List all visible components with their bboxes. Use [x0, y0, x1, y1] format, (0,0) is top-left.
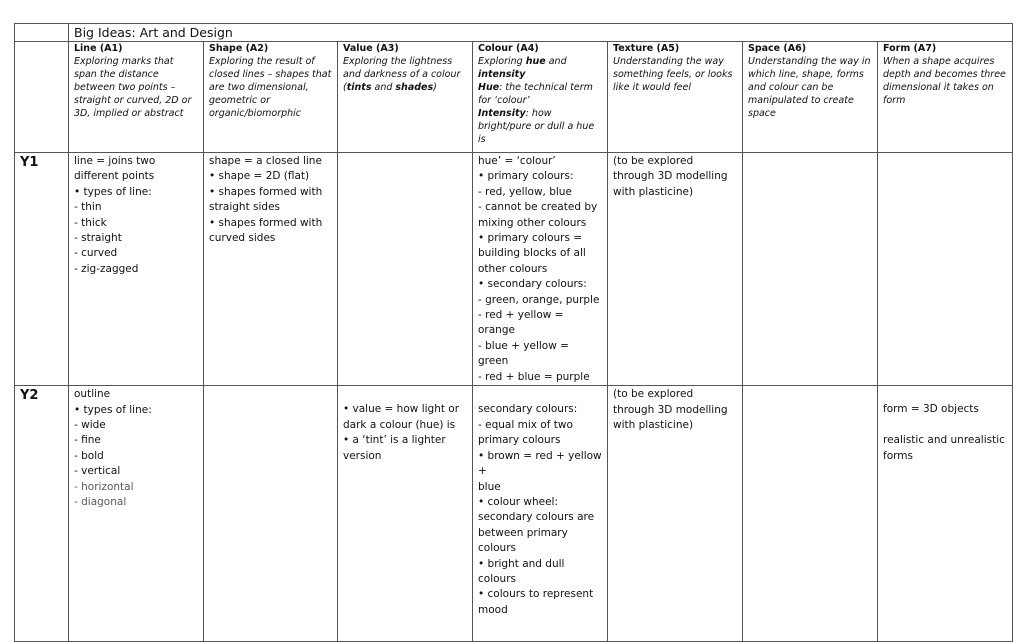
- cell-line-item: line = joins two: [74, 155, 156, 167]
- and-text: and: [371, 82, 396, 93]
- and-text: and: [545, 56, 567, 67]
- cell-line-item: primary colours: [478, 434, 561, 447]
- header-value: [338, 42, 473, 153]
- cell-line-item: colours: [478, 542, 516, 555]
- cell-line-item: mixing other colours: [478, 216, 587, 229]
- cell-line-item: colours: [478, 572, 516, 585]
- cell-line-item: hue’ = ‘colour’: [478, 155, 556, 167]
- cell-shape: [204, 386, 338, 642]
- cell-space: [743, 153, 878, 386]
- cell-line-item: • shapes formed with: [209, 216, 323, 229]
- intensity-desc: : how bright/pure or dull a hue is: [478, 108, 595, 145]
- cell-value: [338, 386, 473, 642]
- cell-line-item: • bright and dull: [478, 557, 565, 570]
- header-texture: [608, 42, 743, 153]
- hue-desc: : the technical term for ‘colour’: [478, 82, 593, 106]
- cell-line-item: realistic and unrealistic: [883, 434, 1005, 447]
- spacer: [478, 387, 602, 402]
- cell-shape: [204, 153, 338, 386]
- cell-line-item: • secondary colours:: [478, 278, 587, 291]
- cell-line-item: • brown = red + yellow +: [478, 449, 602, 478]
- header-form: [878, 42, 1013, 153]
- header-shape: [204, 42, 338, 153]
- cell-line-item: outline: [74, 388, 111, 401]
- header-space: [743, 42, 878, 153]
- cell-line-item: version: [343, 449, 382, 462]
- cell-line-item: - green, orange, purple: [478, 293, 600, 306]
- header-row: [15, 42, 1013, 153]
- cell-line-item: between primary: [478, 526, 568, 539]
- header-name: Form (A7): [883, 43, 937, 54]
- header-line: [69, 42, 204, 153]
- cell-line-item: - diagonal: [74, 495, 127, 508]
- cell-line: [69, 153, 204, 386]
- header-name: Value (A3): [343, 43, 399, 54]
- cell-line-item: - red + yellow = orange: [478, 309, 564, 337]
- cell-line-item: - fine: [74, 434, 101, 447]
- cell-line-item: - blue + yellow = green: [478, 339, 569, 368]
- cell-line-item: • types of line:: [74, 185, 152, 198]
- year-label: Y1: [15, 153, 69, 386]
- cell-line-item: - curved: [74, 247, 118, 260]
- title-row: [15, 24, 1013, 42]
- corner-cell: [15, 24, 69, 42]
- spacer: [883, 387, 1007, 402]
- cell-line-item: shape = a closed line: [209, 155, 322, 167]
- cell-line: [69, 386, 204, 642]
- cell-line-item: - horizontal: [74, 480, 134, 493]
- cell-line-item: • primary colours =: [478, 232, 583, 245]
- cell-line-item: - wide: [74, 418, 106, 431]
- cell-line-item: - cannot be created by: [478, 201, 598, 214]
- cell-colour: [473, 153, 608, 386]
- header-name: Space (A6): [748, 43, 807, 54]
- header-name: Texture (A5): [613, 43, 680, 54]
- cell-line-item: • colours to represent: [478, 588, 594, 601]
- table-title: Big Ideas: Art and Design: [69, 24, 1013, 42]
- cell-line-item: building blocks of all: [478, 247, 586, 260]
- hue-term: hue: [525, 56, 546, 67]
- header-colour: [473, 42, 608, 153]
- cell-line-item: - zig-zagged: [74, 262, 139, 275]
- cell-line-item: - vertical: [74, 465, 121, 478]
- cell-line-item: secondary colours are: [478, 511, 595, 524]
- intensity-term: intensity: [478, 69, 526, 80]
- cell-form: [878, 386, 1013, 642]
- cell-line-item: - thin: [74, 201, 102, 214]
- cell-line-item: through 3D modelling: [613, 170, 728, 183]
- cell-line-item: (to be explored: [613, 155, 694, 167]
- year-row-y1: [15, 153, 1013, 386]
- cell-line-item: blue: [478, 480, 501, 493]
- cell-line-item: secondary colours:: [478, 403, 578, 416]
- header-corner-cell: [15, 42, 69, 153]
- cell-line-item: • primary colours:: [478, 170, 574, 183]
- spacer: [343, 387, 467, 402]
- cell-texture: [608, 153, 743, 386]
- header-name: Colour (A4): [478, 43, 539, 54]
- cell-line-item: - equal mix of two: [478, 418, 573, 431]
- tints-term: tints: [346, 82, 372, 93]
- year-label: Y2: [15, 386, 69, 642]
- header-desc: When a shape acquires depth and becomes three dimensional it takes on form: [883, 56, 1006, 106]
- header-name: Line (A1): [74, 43, 123, 54]
- cell-line-item: - thick: [74, 216, 107, 229]
- cell-value: [338, 153, 473, 386]
- cell-form: [878, 153, 1013, 386]
- cell-line-item: with plasticine): [613, 185, 694, 198]
- cell-line-item: - red + blue = purple: [478, 370, 590, 383]
- cell-line-item: other colours: [478, 262, 548, 275]
- year-row-y2: [15, 386, 1013, 642]
- cell-line-item: mood: [478, 603, 508, 616]
- cell-line-item: • types of line:: [74, 403, 152, 416]
- cell-line-item: forms: [883, 449, 913, 462]
- cell-line-item: - red, yellow, blue: [478, 185, 572, 198]
- header-desc: Exploring marks that span the distance between two points – straight or curved, 2D or 3D, implied or abstract: [74, 56, 192, 119]
- cell-line-item: straight sides: [209, 201, 281, 214]
- cell-line-item: - bold: [74, 449, 104, 462]
- cell-line-item: - straight: [74, 232, 122, 245]
- cell-line-item: different points: [74, 170, 155, 183]
- cell-line-item: • value = how light or: [343, 403, 460, 416]
- cell-line-item: curved sides: [209, 232, 276, 245]
- cell-colour: [473, 386, 608, 642]
- header-desc: Exploring the result of closed lines – shapes that are two dimensional, geometric or organic/biomorphic: [209, 56, 332, 119]
- hue-label: Hue: [478, 82, 500, 93]
- big-ideas-table: [14, 23, 1013, 642]
- header-desc-end: ): [433, 82, 437, 93]
- header-desc: Understanding the way something feels, or looks like it would feel: [613, 56, 733, 93]
- cell-line-item: • shapes formed with: [209, 185, 323, 198]
- cell-line-item: • a ‘tint’ is a lighter: [343, 434, 446, 447]
- cell-line-item: (to be explored: [613, 388, 694, 401]
- header-desc: Understanding the way in which line, shape, forms and colour can be manipulated to create space: [748, 56, 871, 119]
- intensity-label: Intensity: [478, 108, 526, 119]
- header-name: Shape (A2): [209, 43, 269, 54]
- cell-line-item: • shape = 2D (flat): [209, 170, 310, 183]
- shades-term: shades: [395, 82, 434, 93]
- cell-line-item: • colour wheel:: [478, 495, 558, 508]
- cell-space: [743, 386, 878, 642]
- cell-line-item: [883, 418, 1007, 433]
- header-desc: Exploring: [478, 56, 526, 67]
- cell-line-item: dark a colour (hue) is: [343, 418, 456, 431]
- cell-line-item: through 3D modelling: [613, 403, 728, 416]
- cell-line-item: form = 3D objects: [883, 403, 979, 416]
- cell-line-item: with plasticine): [613, 418, 694, 431]
- cell-texture: [608, 386, 743, 642]
- header-desc: Exploring the lightness and darkness of a colour (: [343, 56, 461, 93]
